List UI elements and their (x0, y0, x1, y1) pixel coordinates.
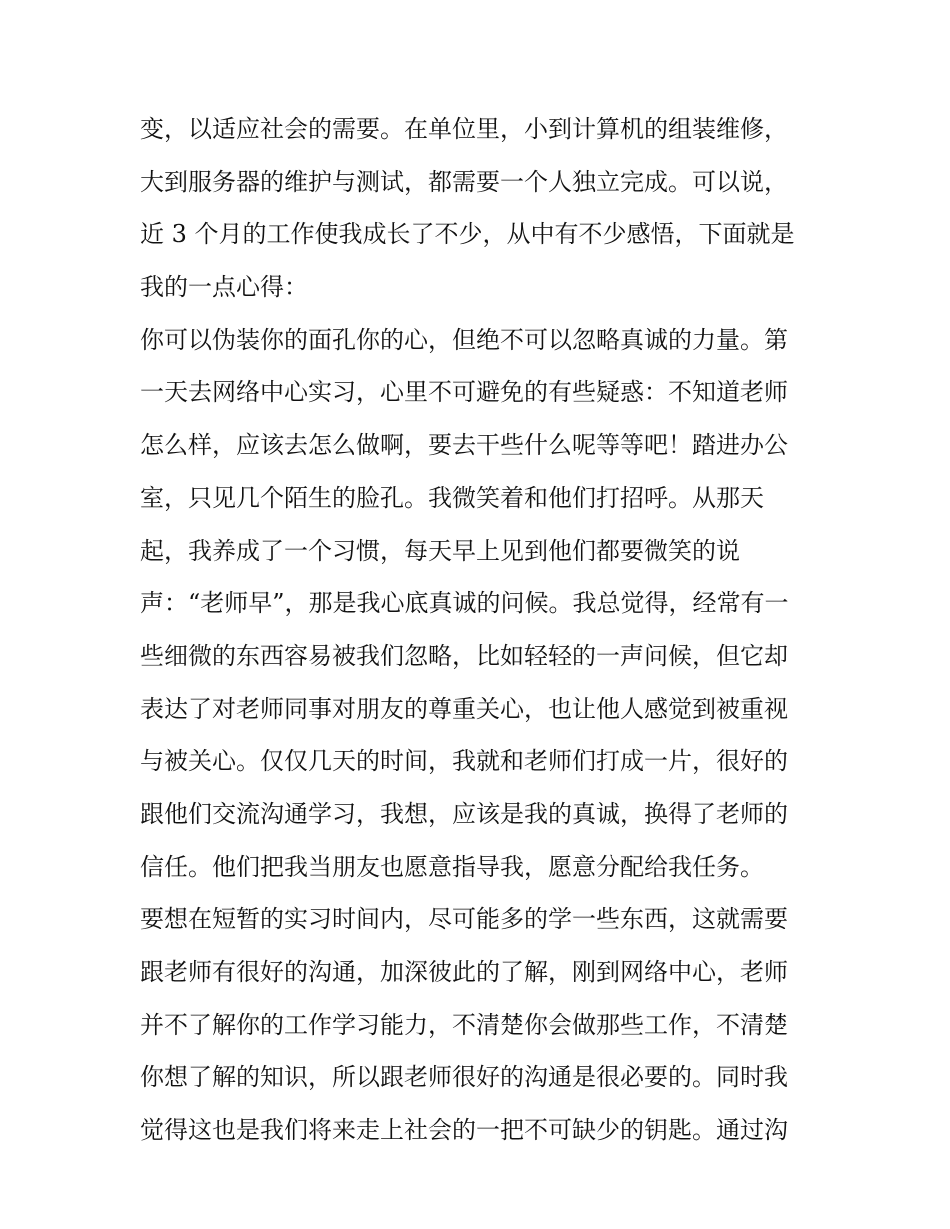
text-line: 近 3 个月的工作使我成长了不少，从中有不少感悟，下面就是 (140, 220, 795, 249)
text-line: 起，我养成了一个习惯，每天早上见到他们都要微笑的说 (140, 536, 740, 565)
text-line: 我的一点心得： (140, 273, 308, 302)
text-line: 怎么样，应该去怎么做啊，要去干些什么呢等等吧！踏进办公 (140, 431, 788, 460)
text-line: 要想在短暂的实习时间内，尽可能多的学一些东西，这就需要 (140, 905, 788, 934)
text-line: 室，只见几个陌生的脸孔。我微笑着和他们打招呼。从那天 (140, 483, 764, 512)
text-line: 跟老师有很好的沟通，加深彼此的了解，刚到网络中心，老师 (140, 958, 788, 986)
body-text (140, 103, 820, 1157)
text-line: 你可以伪装你的面孔你的心，但绝不可以忽略真诚的力量。第 (140, 325, 788, 354)
text-line: 信任。他们把我当朋友也愿意指导我，愿意分配给我任务。 (140, 852, 764, 881)
text-line: 与被关心。仅仅几天的时间，我就和老师们打成一片，很好的 (140, 747, 788, 776)
text-line: 并不了解你的工作学习能力，不清楚你会做那些工作，不清楚 (140, 1010, 788, 1039)
text-line: 你想了解的知识，所以跟老师很好的沟通是很必要的。同时我 (140, 1063, 788, 1092)
text-line: 跟他们交流沟通学习，我想，应该是我的真诚，换得了老师的 (140, 799, 788, 828)
text-line: 些细微的东西容易被我们忽略，比如轻轻的一声问候，但它却 (140, 641, 788, 670)
text-line: 觉得这也是我们将来走上社会的一把不可缺少的钥匙。通过沟 (140, 1116, 788, 1145)
text-line: 声：“老师早”，那是我心底真诚的问候。我总觉得，经常有一 (140, 589, 789, 618)
text-line: 变，以适应社会的需要。在单位里，小到计算机的组装维修， (140, 115, 788, 143)
text-line: 大到服务器的维护与测试，都需要一个人独立完成。可以说， (140, 167, 788, 196)
text-line: 表达了对老师同事对朋友的尊重关心，也让他人感觉到被重视 (140, 694, 788, 723)
text-line: 一天去网络中心实习，心里不可避免的有些疑惑：不知道老师 (140, 378, 788, 407)
